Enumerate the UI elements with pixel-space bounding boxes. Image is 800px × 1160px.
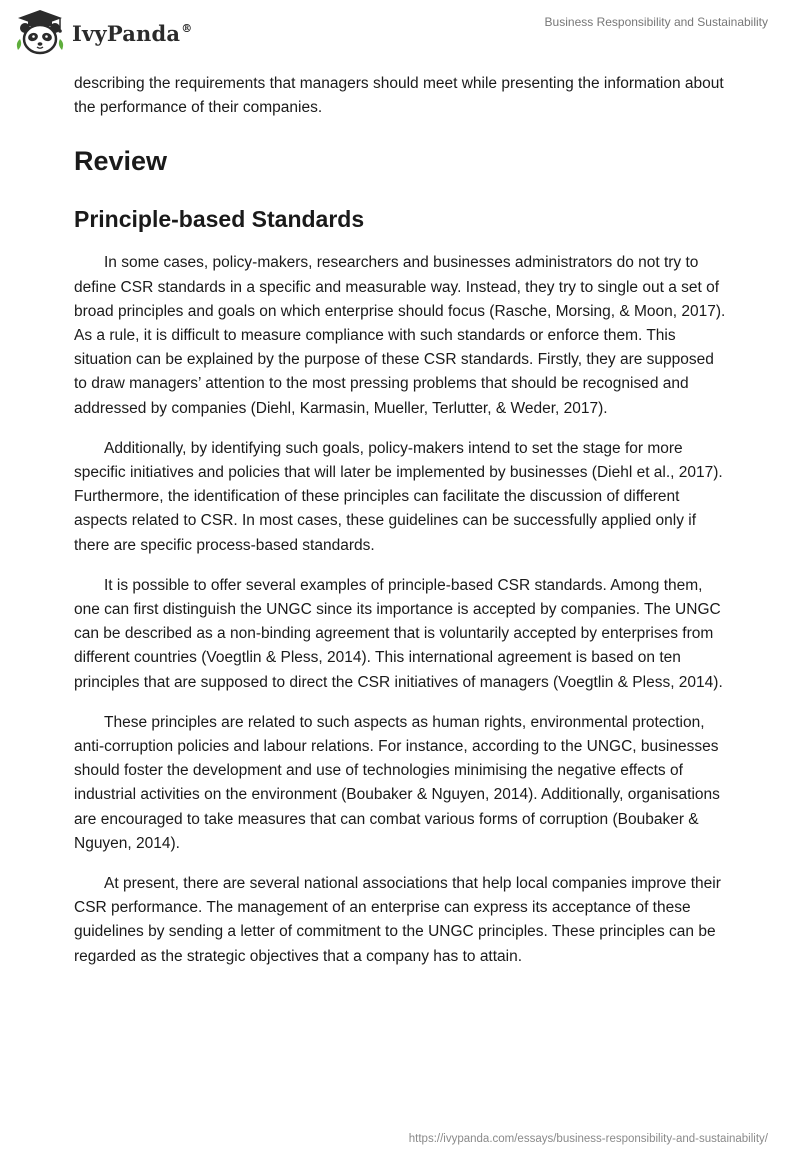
panda-logo-icon (14, 8, 66, 56)
page-header (0, 0, 800, 64)
registered-mark: ® (181, 21, 193, 35)
body-paragraph: Additionally, by identifying such goals, policy-makers intend to set the stage for more specific initiatives and policies that will later be implemented by businesses (Diehl et al., 2017). Furthermore, the identification of these principles can facilitate the discussion of different aspects related to CSR. In most cases, these guidelines can be successfully applied only if there are specific process-based standards. (74, 439, 723, 554)
essay-content (74, 72, 726, 985)
body-paragraph: In some cases, policy-makers, researchers and businesses administrators do not try to define CSR standards in a specific and measurable way. Instead, they try to single out a set of broad principles and goals on which enterprise should focus (Rasche, Morsing, & Moon, 2017). As a rule, it is difficult to measure compliance with such standards or enforce them. This situation can be explained by the purpose of these CSR standards. Firstly, they are supposed to draw managers’ attention to the most pressing problems that should be recognised and addressed by companies (Diehl, Karmasin, Mueller, Terlutter, & Weder, 2017). (74, 254, 726, 417)
body-paragraph: At present, there are several national associations that help local companies improve their CSR performance. The management of an enterprise can express its acceptance of these guidelines by sending a letter of commitment to the UNGC principles. These principles can be regarded as the strategic objectives that a company has to attain. (74, 875, 721, 965)
section-heading: Review (74, 146, 168, 177)
logo-name: IvyPanda (72, 20, 181, 46)
intro-paragraph: describing the requirements that managers should meet while presenting the information about the performance of their companies. (74, 75, 724, 117)
document-title: Business Responsibility and Sustainability (544, 15, 768, 29)
source-url[interactable]: https://ivypanda.com/essays/business-responsibility-and-sustainability/ (408, 1133, 768, 1145)
body-paragraph: These principles are related to such aspects as human rights, environmental protection, anti-corruption policies and labour relations. For instance, according to the UNGC, businesses should foster the development and use of technologies minimising the negative effects of industrial activities on the environment (Boubaker & Nguyen, 2014). Additionally, organisations are encouraged to take measures that can combat various forms of corruption (Boubaker & Nguyen, 2014). (74, 713, 720, 852)
logo-wordmark (72, 21, 192, 46)
body-paragraph: It is possible to offer several examples of principle-based CSR standards. Among them, one can first distinguish the UNGC since its importance is accepted by companies. The UNGC can be described as a non-binding agreement that is voluntarily accepted by enterprises from different countries (Voegtlin & Pless, 2014). This international agreement is based on ten principles that are supposed to direct the CSR initiatives of managers (Voegtlin & Pless, 2014). (74, 576, 723, 691)
subsection-heading: Principle-based Standards (74, 206, 365, 233)
logo[interactable] (14, 8, 192, 56)
